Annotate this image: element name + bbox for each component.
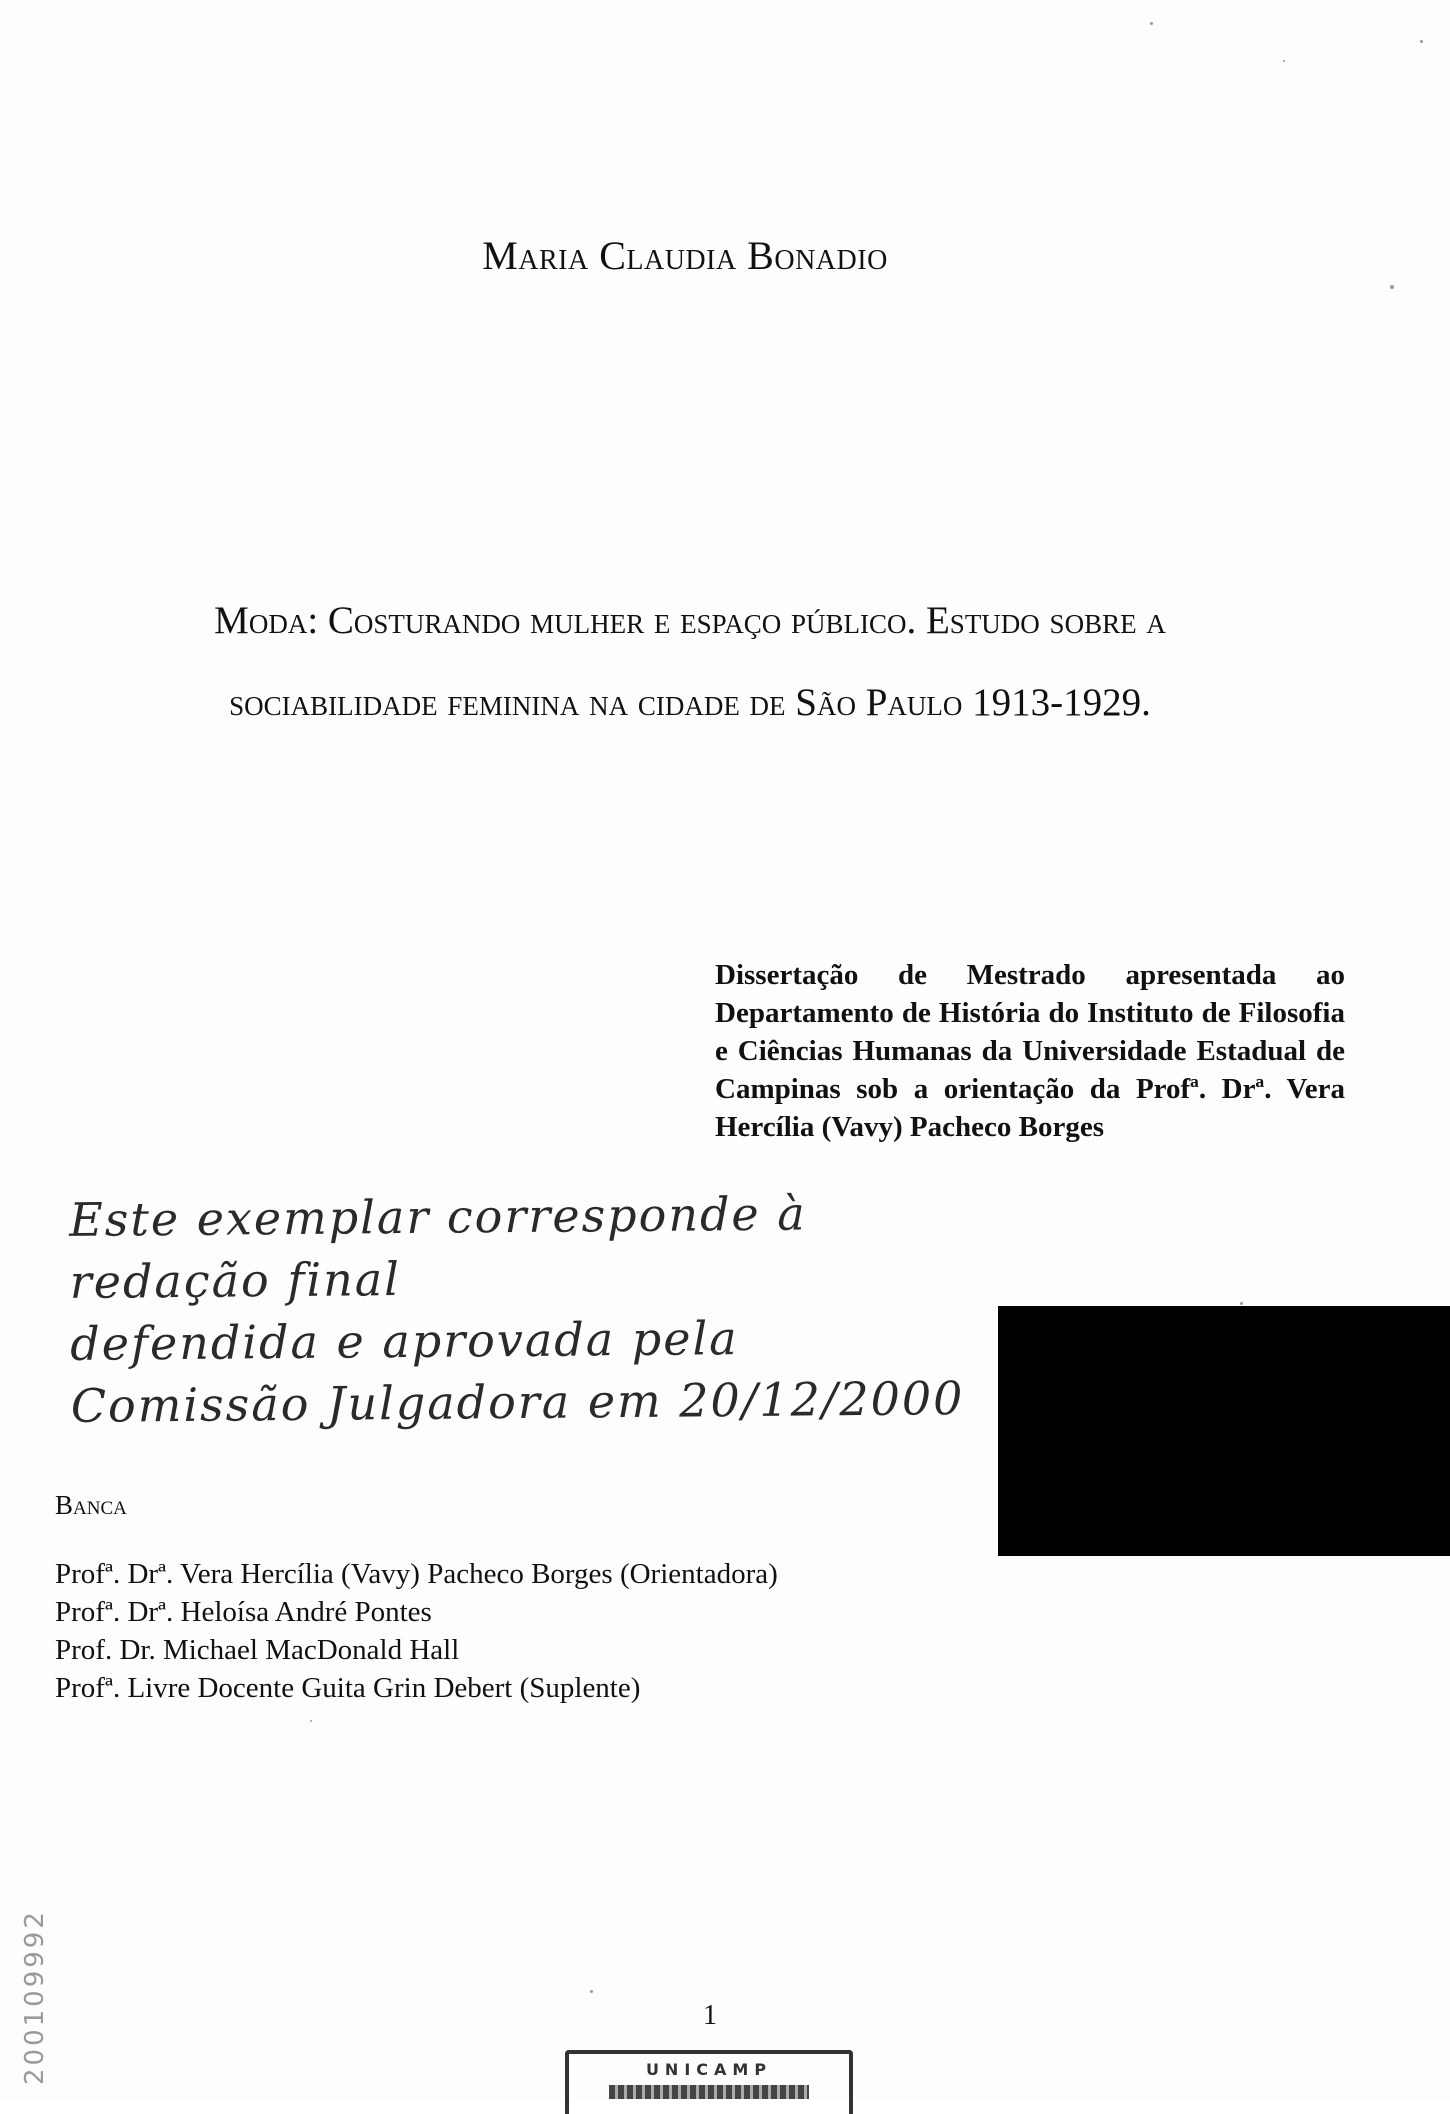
redaction-box: [998, 1306, 1450, 1556]
title-line-1: Moda: Costurando mulher e espaço público. Estudo sobre a: [214, 599, 1166, 642]
handwritten-line-3: Comissão Julgadora em 20/12/2000: [70, 1371, 965, 1433]
banca-member: Profª. Livre Docente Guita Grin Debert (Suplente): [55, 1672, 641, 1704]
banca-member: Profª. Drª. Vera Hercília (Vavy) Pacheco Borges (Orientadora): [55, 1558, 778, 1590]
title-line-2: sociabilidade feminina na cidade de São Paulo 1913-1929.: [229, 681, 1151, 724]
handwritten-line-2: defendida e aprovada pela: [70, 1311, 739, 1371]
handwritten-line-1: Este exemplar corresponde à redação final: [68, 1186, 807, 1309]
page-number: 1: [703, 2000, 717, 2031]
scan-speck: [590, 1990, 593, 1993]
library-stamp-bar: [609, 2085, 809, 2099]
library-stamp-label: UNICAMP: [645, 2060, 773, 2079]
scan-speck: [310, 1720, 312, 1722]
banca-heading: Banca: [55, 1490, 127, 1520]
handwritten-note: [69, 1181, 971, 1437]
scan-speck: [1390, 285, 1394, 289]
scan-speck: [1420, 40, 1423, 43]
library-stamp: [565, 2050, 853, 2114]
banca-list: [55, 1555, 778, 1707]
scan-speck: [1240, 1302, 1243, 1305]
scan-speck: [1283, 60, 1285, 62]
author-name: Maria Claudia Bonadio: [482, 233, 888, 278]
banca-member: Prof. Dr. Michael MacDonald Hall: [55, 1634, 460, 1666]
dissertation-title: [40, 580, 1340, 744]
scan-speck: [1150, 22, 1153, 25]
banca-member: Profª. Drª. Heloísa André Pontes: [55, 1596, 432, 1628]
side-stamp-number: 200109992: [20, 1909, 50, 2085]
dissertation-note: Dissertação de Mestrado apresentada ao Departamento de História do Instituto de Filosofia e Ciências Humanas da Universidade Estadual de Campinas sob a orientação da Profª. Drª. Vera Hercília (Vavy) Pacheco Borges: [715, 959, 1345, 1143]
